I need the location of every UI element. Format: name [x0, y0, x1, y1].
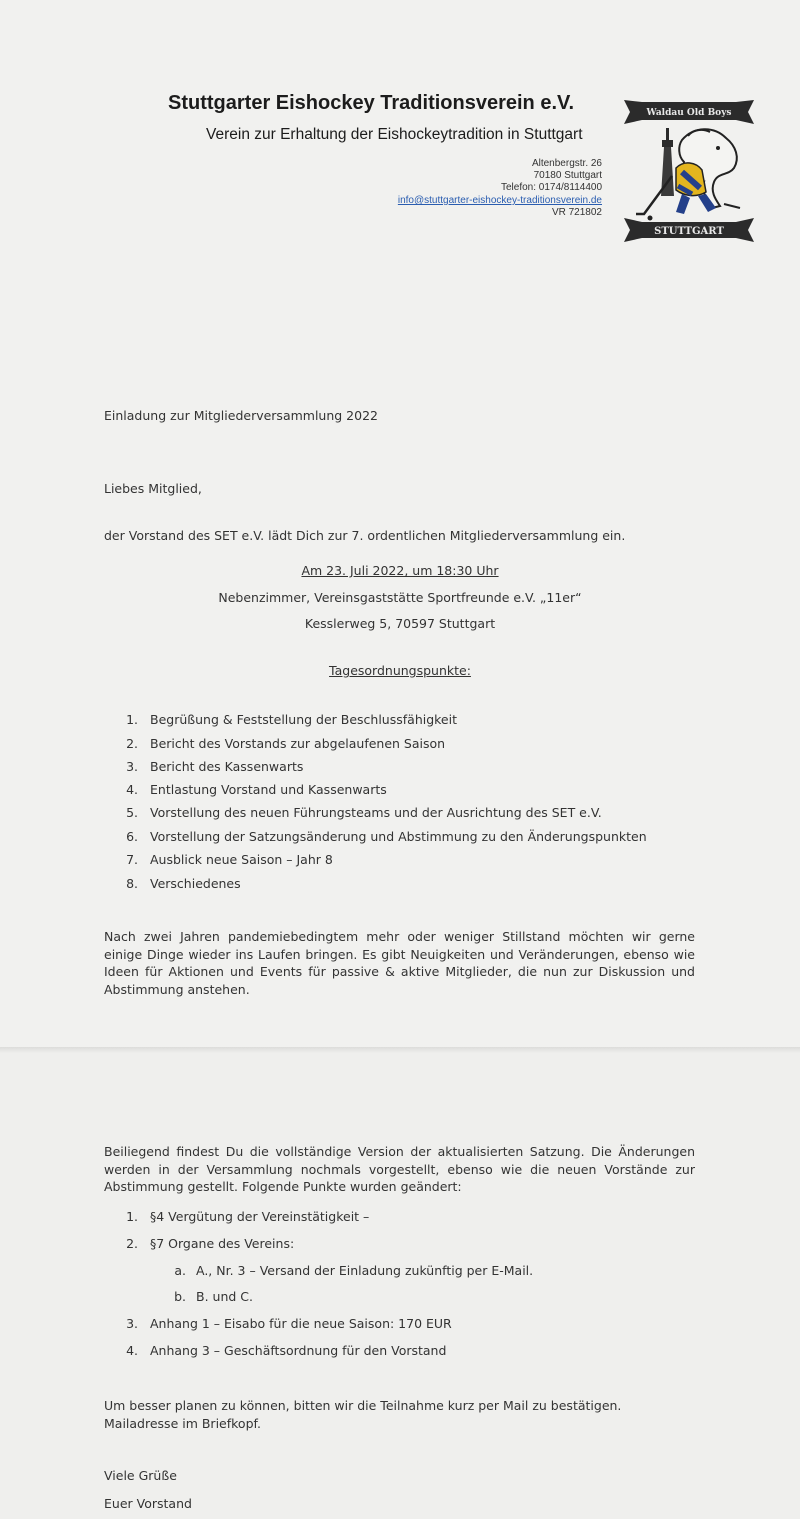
agenda-number: 3. — [126, 759, 138, 774]
agenda-item: Bericht des Vorstands zur abgelaufenen Saison — [150, 736, 446, 751]
agenda-item: Begrüßung & Feststellung der Beschlussfähigkeit — [150, 712, 458, 727]
agenda-item: Ausblick neue Saison – Jahr 8 — [150, 852, 333, 867]
agenda-item: Bericht des Kassenwarts — [150, 759, 304, 774]
event-address: Kesslerweg 5, 70597 Stuttgart — [304, 616, 496, 631]
address-street: Altenbergstr. 26 — [531, 158, 602, 169]
closing-regards: Viele Grüße — [104, 1468, 177, 1483]
change-subitem: A., Nr. 3 – Versand der Einladung zukünftig per E-Mail. — [196, 1263, 534, 1278]
register-number: VR 721802 — [551, 207, 602, 218]
club-name: Stuttgarter Eishockey Traditionsverein e.V. — [168, 92, 575, 114]
event-place: Nebenzimmer, Vereinsgaststätte Sportfreunde e.V. „11er“ — [218, 590, 582, 605]
letter-page-2 — [0, 1047, 800, 1519]
change-subnumber: a. — [174, 1263, 186, 1278]
agenda-item: Vorstellung des neuen Führungsteams und der Ausrichtung des SET e.V. — [150, 805, 602, 820]
change-number: 3. — [126, 1316, 138, 1331]
paragraph-statutes: Beiliegend findest Du die vollständige Version der aktualisierten Satzung. Die Änderungen werden in der Versammlung nochmals vorgestellt, ebenso wie die neuen Vorstände zur Abstimmung gestellt. Folgende Punkte wurden geändert: — [104, 1144, 695, 1194]
paragraph-confirmation: Um besser planen zu können, bitten wir die Teilnahme kurz per Mail zu bestätigen. Mailadresse im Briefkopf. — [104, 1398, 622, 1431]
agenda-item: Verschiedenes — [150, 876, 241, 891]
agenda-number: 7. — [126, 852, 138, 867]
change-item: Anhang 3 – Geschäftsordnung für den Vorstand — [150, 1343, 447, 1358]
agenda-number: 1. — [126, 712, 138, 727]
letter-subject: Einladung zur Mitgliederversammlung 2022 — [104, 408, 378, 423]
agenda-number: 8. — [126, 876, 138, 891]
agenda-number: 2. — [126, 736, 138, 751]
agenda-number: 5. — [126, 805, 138, 820]
logo-bottom-text: STUTTGART — [654, 226, 724, 237]
change-number: 4. — [126, 1343, 138, 1358]
agenda-number: 4. — [126, 782, 138, 797]
email-link[interactable]: info@stuttgarter-eishockey-traditionsverein.de — [397, 195, 602, 206]
change-number: 2. — [126, 1236, 138, 1251]
change-item: §7 Organe des Vereins: — [150, 1236, 295, 1251]
change-item: §4 Vergütung der Vereinstätigkeit – — [150, 1209, 370, 1224]
agenda-item: Vorstellung der Satzungsänderung und Abstimmung zu den Änderungspunkten — [150, 829, 647, 844]
change-subnumber: b. — [174, 1289, 186, 1304]
club-tagline: Verein zur Erhaltung der Eishockeytradition in Stuttgart — [206, 126, 583, 143]
closing-signature: Euer Vorstand — [104, 1496, 192, 1511]
address-phone: Telefon: 0174/8114400 — [500, 182, 602, 193]
address-city: 70180 Stuttgart — [533, 170, 602, 181]
change-item: Anhang 1 – Eisabo für die neue Saison: 170 EUR — [150, 1316, 452, 1331]
letter-intro: der Vorstand des SET e.V. lädt Dich zur 7. ordentlichen Mitgliederversammlung ein. — [104, 528, 626, 543]
change-subitem: B. und C. — [196, 1289, 253, 1304]
event-date: Am 23. Juli 2022, um 18:30 Uhr — [301, 563, 499, 578]
logo-top-text: Waldau Old Boys — [646, 108, 732, 118]
paragraph-situation: Nach zwei Jahren pandemiebedingtem mehr oder weniger Stillstand möchten wir gerne einige Dinge wieder ins Laufen bringen. Es gibt Neuigkeiten und Veränderungen, ebenso wie Ideen für Aktionen und Events für passive & aktive Mitglieder, die nun zur Diskussion und Abstimmung anstehen. — [104, 929, 695, 997]
change-number: 1. — [126, 1209, 138, 1224]
agenda-item: Entlastung Vorstand und Kassenwarts — [150, 782, 387, 797]
club-logo — [622, 96, 756, 246]
agenda-heading: Tagesordnungspunkte: — [329, 663, 471, 678]
letter-greeting: Liebes Mitglied, — [104, 481, 202, 496]
agenda-number: 6. — [126, 829, 138, 844]
